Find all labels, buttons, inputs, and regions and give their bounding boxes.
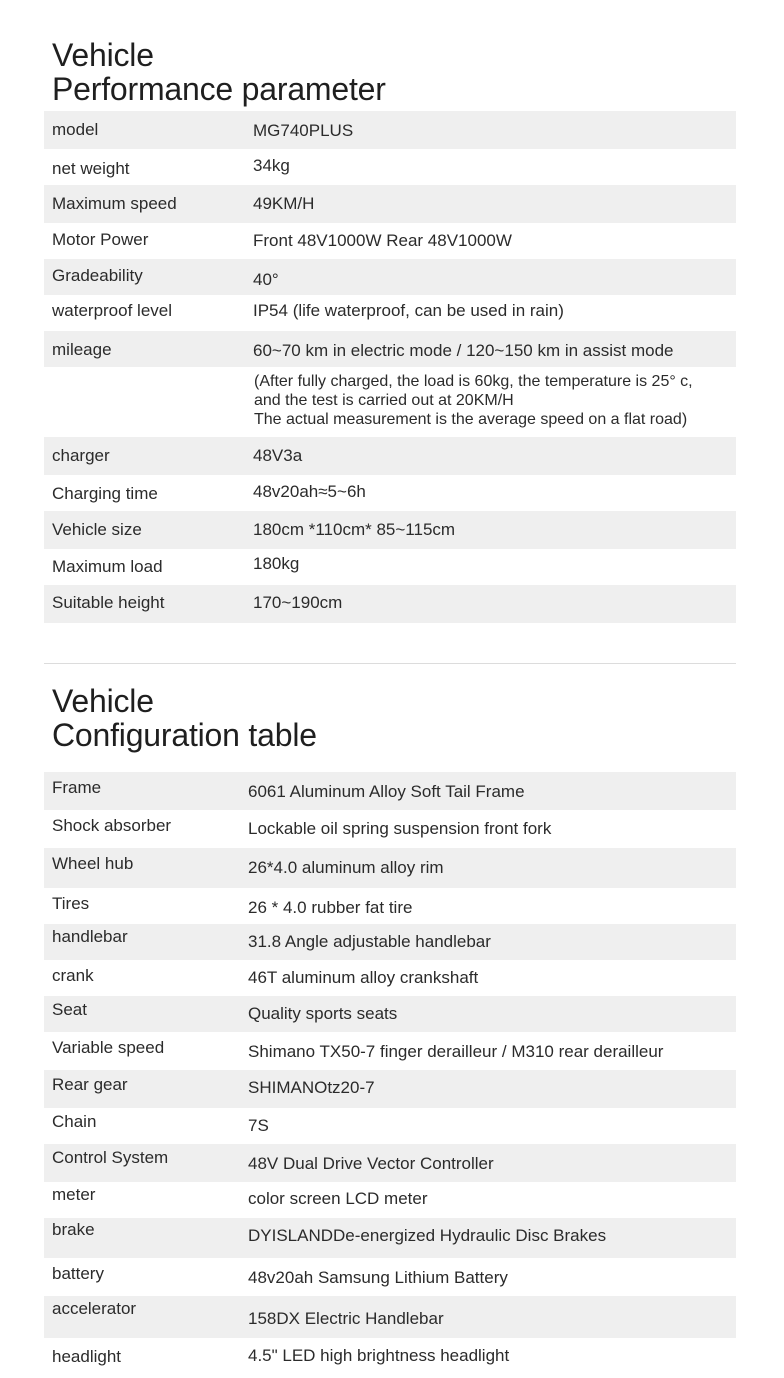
table-row	[44, 1218, 736, 1258]
table-row	[44, 1032, 736, 1070]
configuration-title-line1: Vehicle	[52, 683, 154, 719]
row-label: Rear gear	[52, 1075, 128, 1094]
row-label: Wheel hub	[52, 854, 134, 873]
row-label: Gradeability	[52, 266, 143, 285]
row-value: 46T aluminum alloy crankshaft	[248, 968, 479, 987]
row-label: Tires	[52, 894, 90, 913]
row-label: mileage	[52, 340, 112, 359]
table-row	[44, 475, 736, 511]
performance-title-line1: Vehicle	[52, 37, 154, 73]
table-row	[44, 185, 736, 223]
section-divider	[44, 663, 736, 664]
table-row	[44, 1108, 736, 1144]
row-label: Frame	[52, 778, 102, 797]
row-label: headlight	[52, 1347, 122, 1366]
row-value: SHIMANOtz20-7	[248, 1078, 375, 1097]
table-row	[44, 223, 736, 259]
table-row	[44, 437, 736, 475]
table-row	[44, 1070, 736, 1108]
performance-title	[52, 38, 386, 106]
table-row	[44, 295, 736, 331]
row-value: 31.8 Angle adjustable handlebar	[248, 932, 491, 951]
table-row	[44, 1338, 736, 1378]
row-value: 48V Dual Drive Vector Controller	[248, 1154, 494, 1173]
row-value: 48v20ah Samsung Lithium Battery	[248, 1268, 508, 1287]
row-value: color screen LCD meter	[248, 1189, 428, 1208]
row-label: battery	[52, 1264, 104, 1283]
performance-title-line2: Performance parameter	[52, 71, 386, 107]
row-value: 49KM/H	[253, 194, 315, 213]
row-label: Charging time	[52, 484, 158, 503]
performance-table	[44, 111, 736, 623]
mileage-note-line: and the test is carried out at 20KM/H	[254, 392, 514, 409]
table-row	[44, 960, 736, 996]
mileage-note-row	[44, 367, 736, 437]
row-label: handlebar	[52, 927, 128, 946]
row-label: meter	[52, 1185, 96, 1204]
row-label: Variable speed	[52, 1038, 165, 1057]
configuration-title-line2: Configuration table	[52, 717, 317, 753]
row-label: Maximum load	[52, 557, 163, 576]
row-value: 26 * 4.0 rubber fat tire	[248, 898, 413, 917]
row-value: 180cm *110cm* 85~115cm	[253, 520, 456, 539]
row-value: MG740PLUS	[253, 121, 354, 140]
table-row	[44, 848, 736, 888]
row-label: accelerator	[52, 1299, 137, 1318]
table-row	[44, 111, 736, 149]
configuration-title	[52, 684, 317, 752]
row-value: 180kg	[253, 554, 300, 573]
row-label: Control System	[52, 1148, 169, 1167]
table-row	[44, 1182, 736, 1218]
row-value: 40°	[253, 270, 279, 289]
row-value: Quality sports seats	[248, 1004, 398, 1023]
row-label: model	[52, 120, 99, 139]
row-value: 48V3a	[253, 446, 303, 465]
row-label: crank	[52, 966, 94, 985]
row-value: DYISLANDDe-energized Hydraulic Disc Brakes	[248, 1226, 607, 1245]
table-row	[44, 924, 736, 960]
row-label: Shock absorber	[52, 816, 172, 835]
row-label: Chain	[52, 1112, 97, 1131]
table-row	[44, 549, 736, 585]
row-value: 26*4.0 aluminum alloy rim	[248, 858, 444, 877]
table-row	[44, 888, 736, 924]
table-row	[44, 1144, 736, 1182]
table-row	[44, 772, 736, 810]
table-row	[44, 1258, 736, 1296]
table-row	[44, 996, 736, 1032]
row-value: 7S	[248, 1116, 269, 1135]
row-label: net weight	[52, 159, 130, 178]
row-value: 158DX Electric Handlebar	[248, 1309, 444, 1328]
row-label: brake	[52, 1220, 95, 1239]
row-label: charger	[52, 446, 110, 465]
mileage-note-line: (After fully charged, the load is 60kg, the temperature is 25° c,	[254, 373, 693, 390]
row-label: waterproof level	[52, 301, 173, 320]
table-row	[44, 1296, 736, 1338]
row-value: 60~70 km in electric mode / 120~150 km in assist mode	[253, 341, 674, 360]
mileage-note	[254, 372, 693, 429]
row-value: Shimano TX50-7 finger derailleur / M310 rear derailleur	[248, 1042, 664, 1061]
row-value: Lockable oil spring suspension front fork	[248, 819, 552, 838]
row-value: Front 48V1000W Rear 48V1000W	[253, 231, 512, 250]
table-row	[44, 331, 736, 367]
table-row	[44, 149, 736, 185]
configuration-table	[44, 772, 736, 1378]
row-value: 4.5" LED high brightness headlight	[248, 1346, 510, 1365]
row-value: 48v20ah≈5~6h	[253, 482, 366, 501]
row-label: Suitable height	[52, 593, 165, 612]
row-value: 34kg	[253, 156, 290, 175]
row-value: 6061 Aluminum Alloy Soft Tail Frame	[248, 782, 525, 801]
row-label: Seat	[52, 1000, 87, 1019]
row-label: Vehicle size	[52, 520, 142, 539]
row-label: Maximum speed	[52, 194, 177, 213]
table-row	[44, 585, 736, 623]
table-row	[44, 511, 736, 549]
row-label: Motor Power	[52, 230, 149, 249]
row-value: 170~190cm	[253, 593, 343, 612]
table-row	[44, 810, 736, 848]
mileage-note-line: The actual measurement is the average speed on a flat road)	[254, 411, 688, 428]
table-row	[44, 259, 736, 295]
row-value: IP54 (life waterproof, can be used in rain)	[253, 301, 564, 320]
